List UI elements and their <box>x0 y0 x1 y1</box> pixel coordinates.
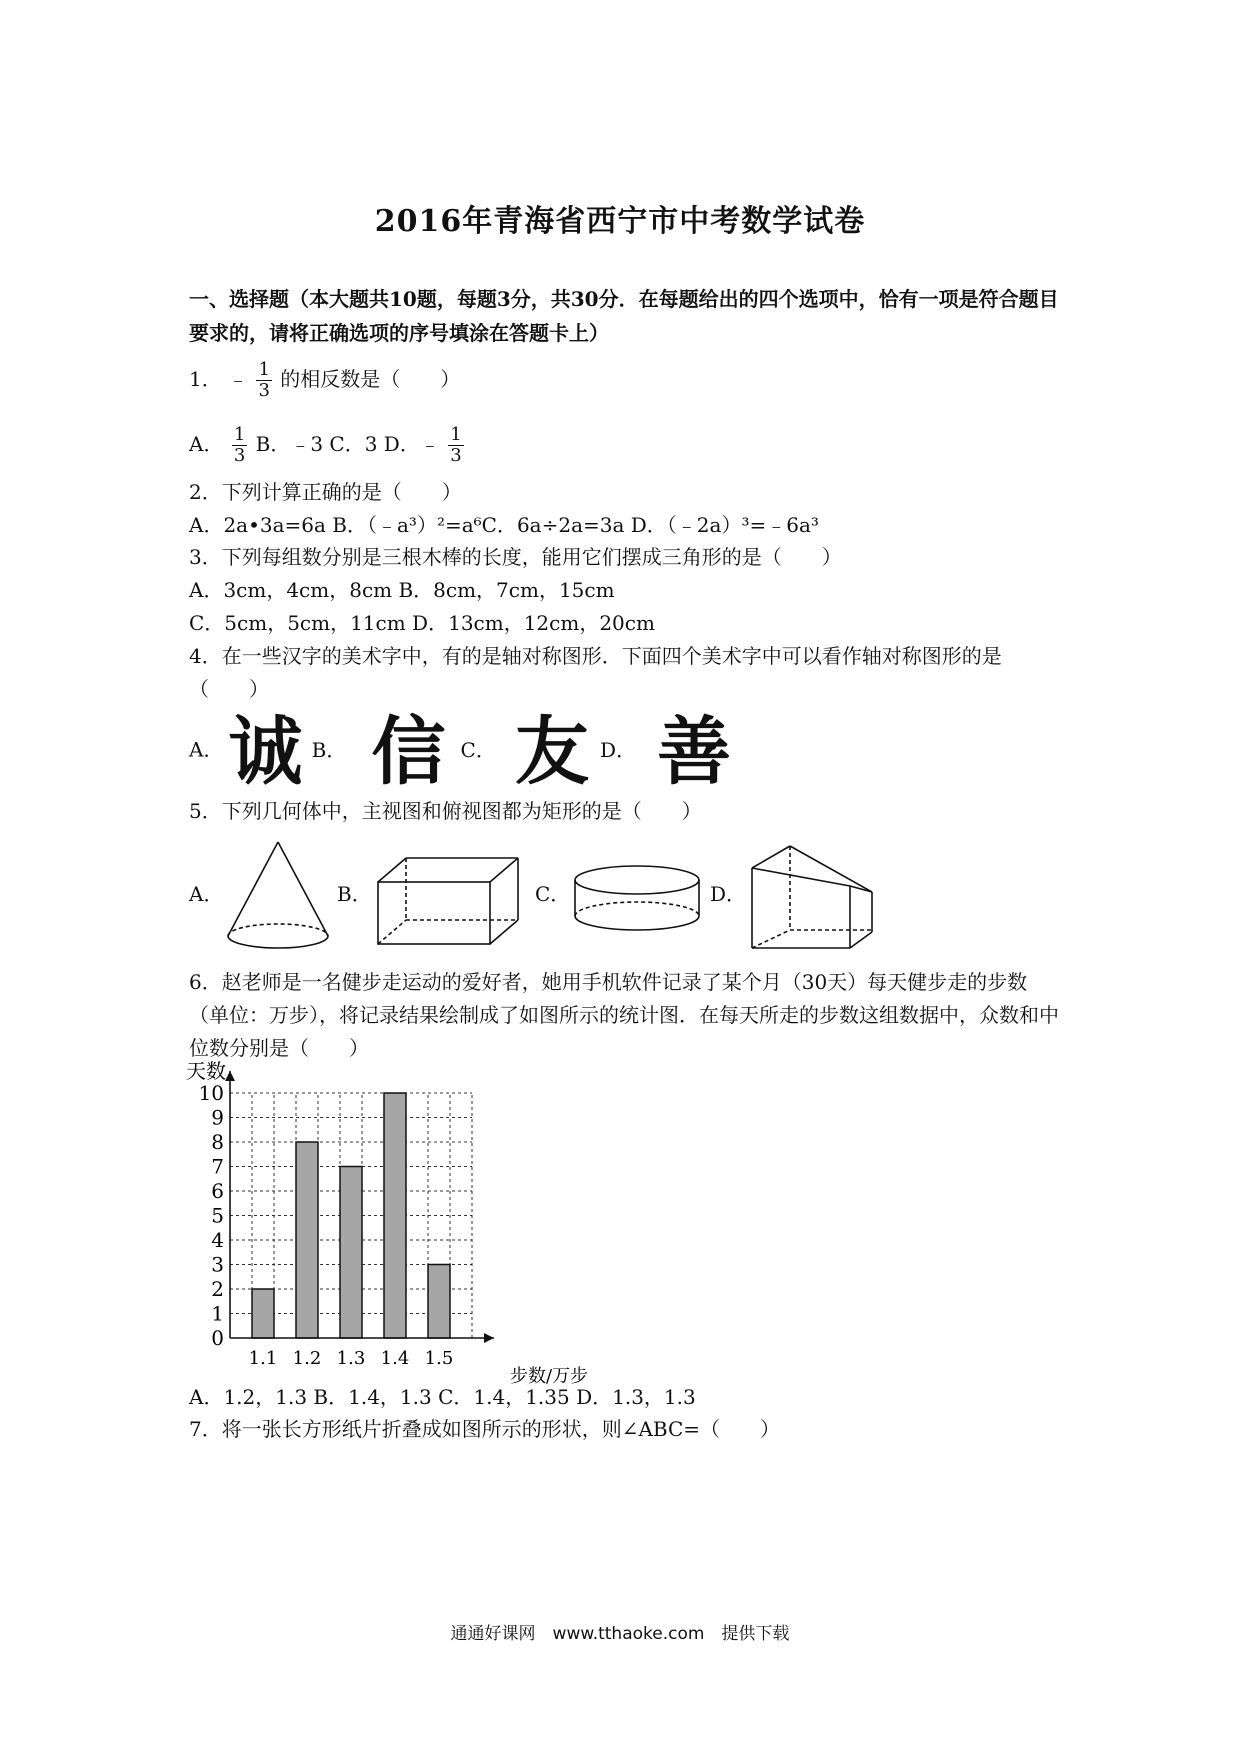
option-b: B．﹣3 <box>255 432 324 456</box>
cuboid-icon <box>378 858 518 944</box>
chart-bars <box>252 1093 450 1338</box>
y-tick-label: 9 <box>211 1105 224 1130</box>
option-d-label: D．﹣ <box>383 432 440 456</box>
y-tick-label: 1 <box>211 1301 224 1326</box>
art-char-shan: 善 <box>657 709 730 795</box>
art-char-cheng: 诚 <box>228 709 301 795</box>
y-tick-label: 7 <box>211 1154 224 1179</box>
y-tick-label: 6 <box>211 1179 224 1203</box>
question-3-stem: 3．下列每组数分别是三根木棒的长度，能用它们摆成三角形的是（ ） <box>189 545 842 569</box>
bar-1.3 <box>340 1167 362 1339</box>
option-c-label: C． <box>535 882 571 906</box>
y-tick-label: 0 <box>211 1326 224 1350</box>
y-axis-label: 天数 <box>186 1059 226 1083</box>
bar-chart <box>180 1058 620 1388</box>
fraction-numerator: 1 <box>233 424 246 445</box>
fraction-numerator: 1 <box>450 424 462 445</box>
fraction-denominator: 3 <box>450 445 462 466</box>
fraction-denominator: 3 <box>233 445 246 466</box>
y-tick-label: 8 <box>211 1130 224 1154</box>
bar-1.2 <box>296 1142 318 1338</box>
option-d-label: D． <box>600 737 637 762</box>
x-tick-label: 1.4 <box>380 1348 410 1369</box>
y-tick-label: 4 <box>211 1228 224 1252</box>
chart-x-ticks <box>249 1348 454 1369</box>
x-axis-arrow <box>484 1333 494 1343</box>
bar-1.1 <box>252 1289 274 1338</box>
option-b-label: B． <box>337 882 372 906</box>
option-a-label: A． <box>189 737 224 762</box>
option-c-label: C． <box>460 737 496 762</box>
bar-1.5 <box>428 1265 450 1339</box>
minus-sign: ﹣ <box>228 367 249 391</box>
question-3-options-line1: A．3cm，4cm，8cm B．8cm，7cm，15cm <box>189 578 615 602</box>
fraction-numerator: 1 <box>258 359 270 380</box>
question-3-options-line2: C．5cm，5cm，11cm D．13cm，12cm，20cm <box>189 611 655 635</box>
question-number: 1． <box>189 367 222 391</box>
cone-icon <box>228 842 328 948</box>
art-char-xin: 信 <box>371 709 444 795</box>
question-2-options: A．2a•3a=6a B．（﹣a³）²=a⁶C．6a÷2a=3a D．（﹣2a）³=﹣6a³ <box>189 513 819 537</box>
option-b-label: B． <box>311 737 347 762</box>
question-4-stem: 4．在一些汉字的美术字中，有的是轴对称图形．下面四个美术字中可以看作轴对称图形的是（ ） <box>189 644 1002 701</box>
question-5-stem: 5．下列几何体中，主视图和俯视图都为矩形的是（ ） <box>189 799 702 823</box>
wedge-prism-icon <box>752 846 872 948</box>
cylinder-icon <box>575 866 699 930</box>
x-tick-label: 1.5 <box>424 1348 454 1369</box>
question-stem: 的相反数是（ ） <box>280 367 461 391</box>
x-tick-label: 1.1 <box>248 1348 278 1369</box>
chart-y-ticks <box>199 1081 224 1350</box>
page-title: 2016年青海省西宁市中考数学试卷 <box>374 204 866 239</box>
y-tick-label: 5 <box>211 1203 224 1228</box>
bar-1.4 <box>384 1093 406 1338</box>
x-tick-label: 1.3 <box>336 1348 366 1369</box>
option-a-label: A． <box>189 432 224 456</box>
x-tick-label: 1.2 <box>292 1348 322 1369</box>
option-a-label: A． <box>189 882 224 906</box>
fraction-denominator: 3 <box>258 380 270 401</box>
option-c: C．3 <box>329 432 378 456</box>
question-2-stem: 2．下列计算正确的是（ ） <box>189 480 462 504</box>
art-char-you: 友 <box>514 709 587 795</box>
x-axis-label: 步数/万步 <box>510 1366 589 1387</box>
question-7-stem: 7．将一张长方形纸片折叠成如图所示的形状，则∠ABC=（ ） <box>189 1417 781 1441</box>
y-axis-arrow <box>225 1071 235 1081</box>
option-d-label: D． <box>710 882 747 906</box>
y-tick-label: 10 <box>198 1081 224 1105</box>
question-6-options: A．1.2，1.3 B．1.4，1.3 C．1.4，1.35 D．1.3，1.3 <box>189 1385 696 1409</box>
y-tick-label: 2 <box>211 1277 224 1301</box>
footer-text: 通通好课网 www.tthaoke.com 提供下载 <box>450 1624 790 1644</box>
section-header: 一、选择题（本大题共10题，每题3分，共30分．在每题给出的四个选项中，恰有一项是符合题目要求的，请将正确选项的序号填涂在答题卡上） <box>189 287 1059 345</box>
y-tick-label: 3 <box>211 1252 224 1277</box>
question-6-stem: 6．赵老师是一名健步走运动的爱好者，她用手机软件记录了某个月（30天）每天健步走的步数（单位：万步），将记录结果绘制成了如图所示的统计图．在每天所走的步数这组数据中，众数和中位数分别是（ ） <box>189 970 1059 1060</box>
